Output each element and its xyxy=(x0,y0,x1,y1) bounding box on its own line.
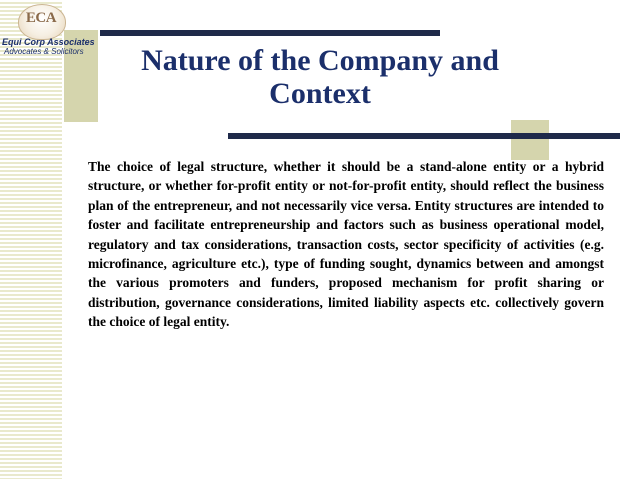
company-logo xyxy=(0,0,100,58)
logo-company-name: Equi Corp Associates xyxy=(2,37,95,47)
accent-block-bottom xyxy=(511,120,549,160)
slide-body-paragraph: The choice of legal structure, whether it should be a stand-alone entity or a hybrid structure, or whether for-profit entity or not-for-profit entity, should reflect the business plan of the entrepreneur, and not necessarily vice versa. Entity structures are intended to foster and facilitate entrepreneurship and factors such as business operational model, regulatory and tax considerations, transaction costs, sector specificity of activities (e.g. microfinance, agriculture etc.), type of funding sought, dynamics between and amongst the various promoters and funders, proposed mechanism for profit sharing or distribution, governance considerations, limited liability aspects etc. collectively govern the choice of legal entity. xyxy=(88,159,604,330)
top-rule xyxy=(100,30,440,36)
slide-title: Nature of the Company and Context xyxy=(141,44,499,110)
logo-subtitle: Advocates & Solicitors xyxy=(4,47,84,56)
decorative-stripes xyxy=(0,0,62,479)
bottom-rule xyxy=(228,133,620,139)
logo-mark: ECA xyxy=(25,10,57,26)
